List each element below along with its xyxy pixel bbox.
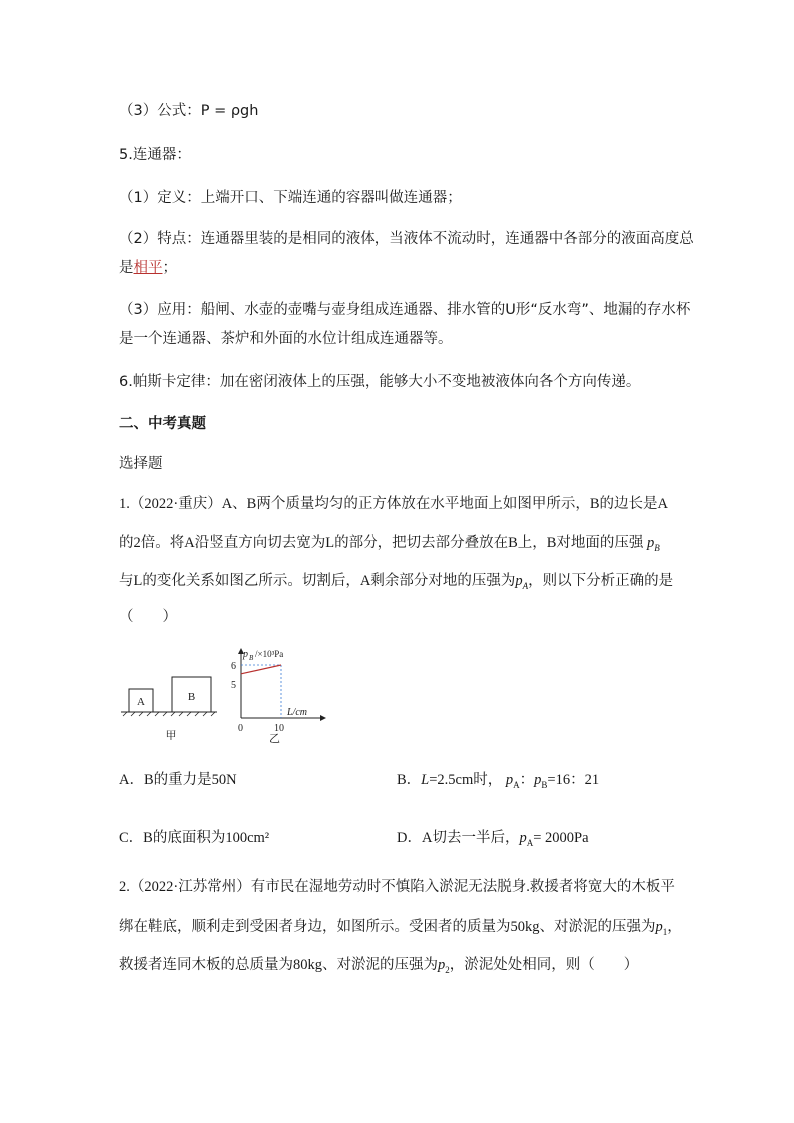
q2-line2: 绑在鞋底，顺利走到受困者身边，如图所示。受困者的质量为50kg、对淤泥的压强为$p_1$， xyxy=(119,919,682,937)
opt-d-p: p xyxy=(519,830,527,846)
q2-line3-p: p xyxy=(438,957,446,973)
q1-line2 xyxy=(119,533,660,558)
feature-key-term: 相平 xyxy=(133,260,163,276)
tick-x-10: 10 xyxy=(274,723,284,734)
tick-y-5: 5 xyxy=(231,680,236,691)
opt-d-prefix: D．A切去一半后， xyxy=(397,830,520,846)
q1-line3-symbol: p xyxy=(515,573,523,589)
data-line xyxy=(241,665,281,674)
opt-b-colon: ： xyxy=(519,772,535,788)
q1-bracket: （ ） xyxy=(119,609,177,625)
q1-line3-text: 与L的变化关系如图乙所示。切割后，A剩余部分对地的压强为 xyxy=(119,573,516,589)
q1-line1: 1.（2022·重庆）A、B两个质量均匀的正方体放在水平地面上如图甲所示，B的边长是A xyxy=(119,496,668,512)
y-axis-sub: B xyxy=(249,654,254,662)
q2-line1: 2.（2022·江苏常州）有市民在湿地劳动时不慎陷入淤泥无法脱身.救援者将宽大的木板平 xyxy=(119,879,675,895)
connector-application-line1: （3）应用：船闸、水壶的壶嘴与壶身组成连通器、排水管的U形“反水弯”、地漏的存水杯 xyxy=(119,302,691,318)
connector-feature-line2 xyxy=(119,258,177,278)
connector-heading: 5.连通器： xyxy=(119,147,191,163)
q1-option-c[interactable]: C．B的底面积为100cm² xyxy=(119,830,270,846)
formula-line: （3）公式：P = ρgh xyxy=(119,103,259,119)
feature-suffix: ； xyxy=(162,260,177,276)
q2-line3-suffix: ，淤泥处处相同，则（ ） xyxy=(449,957,639,973)
opt-b-mid: =2.5cm时， xyxy=(429,772,503,788)
section-subtitle: 选择题 xyxy=(119,456,163,472)
feature-prefix: 是 xyxy=(119,260,134,276)
q1-line2-text: 的2倍。将A沿竖直方向切去宽为L的部分，把切去部分叠放在B上，B对地面的压强 xyxy=(119,535,644,551)
q1-line2-sub: B xyxy=(654,542,660,553)
caption-yi: 乙 xyxy=(269,733,280,745)
tick-y-6: 6 xyxy=(231,661,236,672)
connector-feature-line1: （2）特点：连通器里装的是相同的液体，当液体不流动时，连通器中各部分的液面高度总 xyxy=(119,231,694,247)
connector-application-line2: 是一个连通器、茶炉和外面的水位计组成连通器等。 xyxy=(119,331,453,347)
q2-line3-sub: 2 xyxy=(445,964,450,975)
block-a-label: A xyxy=(137,696,145,708)
q2-line3 xyxy=(119,955,638,980)
q1-line3-suffix: ，则以下分析正确的是 xyxy=(528,573,674,589)
opt-b-sub-b: B xyxy=(541,779,548,790)
q1-option-d[interactable] xyxy=(397,828,589,853)
opt-b-pa: p xyxy=(505,772,514,788)
opt-d-sub: A xyxy=(526,837,534,848)
q2-line2-p: p xyxy=(655,919,663,935)
ground-hatch xyxy=(123,712,215,716)
x-axis-arrow xyxy=(320,715,326,721)
opt-b-var: L xyxy=(421,772,430,788)
x-axis-label: L/cm xyxy=(287,707,307,718)
opt-b-sub-a: A xyxy=(513,779,520,790)
q1-line2-symbol: p xyxy=(647,535,655,551)
pascal-law: 6.帕斯卡定律：加在密闭液体上的压强，能够大小不变地被液体向各个方向传递。 xyxy=(119,374,641,390)
caption-jia: 甲 xyxy=(165,730,177,740)
q1-option-b[interactable] xyxy=(397,770,599,795)
q1-figure-jia xyxy=(119,670,219,740)
q2-line2-text: 绑在鞋底，顺利走到受困者身边，如图所示。受困者的质量为50kg、对淤泥的压强为 xyxy=(119,919,656,935)
opt-b-prefix: B． xyxy=(397,772,422,788)
opt-d-value: = 2000Pa xyxy=(533,830,589,846)
q1-line3 xyxy=(119,571,673,596)
q2-line2-sub: 1 xyxy=(662,926,668,937)
q1-option-a[interactable]: A．B的重力是50N xyxy=(119,772,237,788)
section-title: 二、中考真题 xyxy=(119,416,206,432)
y-axis-unit: /×10³Pa xyxy=(255,649,284,659)
q1-figure-yi xyxy=(225,645,335,745)
y-axis-label: p xyxy=(243,649,248,660)
opt-b-value: =16：21 xyxy=(547,772,600,788)
opt-b-pb: p xyxy=(534,772,542,788)
tick-x-0: 0 xyxy=(238,723,243,734)
q2-line3-text: 救援者连同木板的总质量为80kg、对淤泥的压强为 xyxy=(119,957,438,973)
q1-line3-sub: A xyxy=(522,580,529,591)
block-b-label: B xyxy=(187,691,196,703)
connector-definition: （1）定义：上端开口、下端连通的容器叫做连通器； xyxy=(119,190,462,206)
